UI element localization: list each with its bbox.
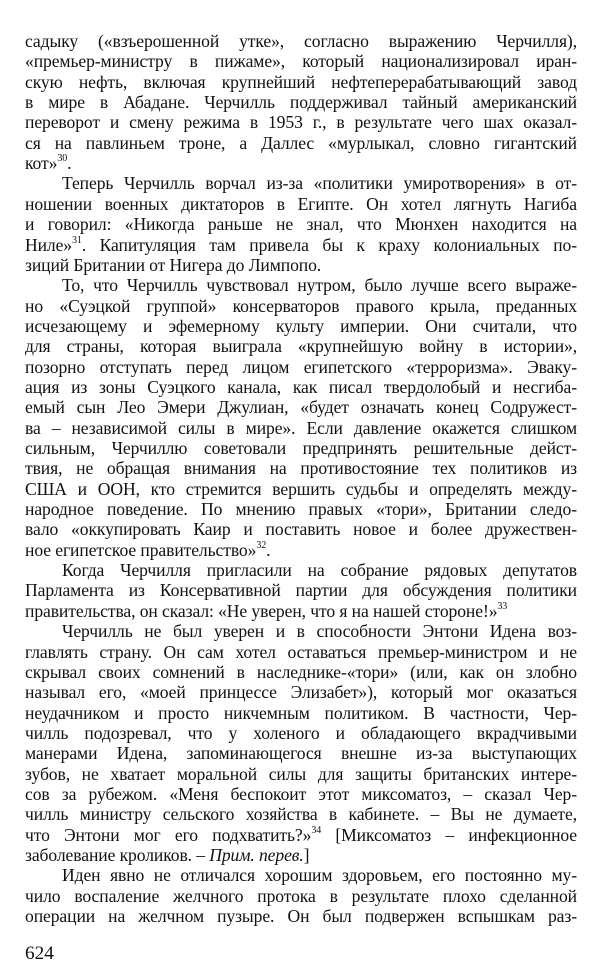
text-line: зиций Британии от Нигера до Лимпопо.: [25, 254, 322, 275]
text-line: вало «оккупировать Каир и поставить новое и более дружествен-: [25, 519, 577, 540]
text-line: операции на желчном пузыре. Он был подвержен вспышкам раз-: [25, 906, 577, 927]
text-line: позорно отступать перед лицом египетского «терроризма». Эваку-: [25, 356, 577, 377]
text-line: емый сын Лео Эмери Джулиан, «будет означать конец Содружест-: [25, 397, 577, 418]
text-line: ное египетское правительство»$^{32}$.: [25, 539, 271, 560]
text-line: «премьер-министру в пижаме», который национализировал иран-: [25, 51, 577, 72]
text-line: ация из зоны Суэцкого канала, как писал твердолобый и несгиба-: [25, 376, 577, 397]
text-line: сильным, Черчиллю советовали предпринять решительные дейст-: [25, 438, 577, 458]
page-number: 624: [25, 943, 54, 964]
footnote-ref: 33: [497, 600, 508, 612]
text-line: исчезающему и эфемерному культу империи. Они считали, что: [25, 315, 577, 336]
text-line: переворот и смену режима в 1953 г., в результате чего шах оказал-: [25, 112, 577, 133]
text-line: То, что Черчилль чувствовал нутром, было лучше всего выраже-: [62, 275, 577, 296]
text-line: скрывал своих сомнений в наследнике-«тори» (или, как он злобно: [25, 661, 577, 682]
text-line: садыку («взъерошенной утке», согласно выражению Черчилля),: [25, 31, 577, 51]
text-line: скую нефть, включая крупнейший нефтеперерабатывающий завод: [25, 71, 577, 92]
text-line: Иден явно не отличался хорошим здоровьем, его постоянно му-: [62, 865, 577, 886]
text-line: что Энтони мог его подхватить?»$^{34}$ [Миксоматоз – инфекционное: [25, 824, 578, 845]
text-line: в мире в Абадане. Черчилль поддерживал тайный американский: [25, 92, 577, 113]
text-line: ношении военных диктаторов в Египте. Он хотел лягнуть Нагиба: [25, 193, 577, 214]
text-line: чило воспаление желчного протока в результате плохо сделанной: [25, 885, 577, 906]
text-line: чилль министру сельского хозяйства в кабинете. – Вы не думаете,: [25, 804, 577, 825]
text-line: главлять страну. Он сам хотел оставаться премьер-министром и не: [25, 641, 577, 662]
footnote-ref: 31: [72, 234, 82, 246]
text-line: Теперь Черчилль ворчал из-за «политики умиротворения» в от-: [62, 173, 577, 194]
text-line: ва – независимой силы в мире». Если давление окажется слишком: [25, 417, 577, 438]
text-line: ся на павлиньем троне, а Даллес «мурлыкал, словно гигантский: [25, 132, 577, 153]
footnote-ref: 32: [256, 539, 267, 551]
text-line: США и ООН, кто стремится вершить судьбы и определять между-: [25, 478, 577, 499]
text-line: правительства, он сказал: «Не уверен, что я на нашей стороне!»$^{33}$: [25, 600, 508, 621]
text-line: Парламента из Консервативной партии для обсуждения политики: [25, 580, 577, 601]
translator-note: Прим. перев.: [209, 845, 304, 865]
text-line: для страны, которая выиграла «крупнейшую войну в истории»,: [25, 336, 577, 357]
text-line: зубов, не хватает моральной силы для защиты британских интере-: [25, 763, 577, 784]
text-line: твия, не обращая внимания на противостояние тех политиков из: [25, 458, 577, 479]
text-line: но «Суэцкой группой» консерваторов правого крыла, преданных: [25, 295, 577, 316]
text-line: Ниле»$^{31}$. Капитуляция там привела бы к краху колониальных по-: [25, 234, 577, 255]
footnote-ref: 34: [311, 824, 322, 836]
text-line: кот»$^{30}$.: [25, 153, 72, 174]
footnote-ref: 30: [57, 153, 68, 165]
text-line: манерами Идена, запоминающегося внешне из-за выступающих: [25, 743, 577, 764]
text-line: заболевание кроликов. – Прим. перев.]: [25, 845, 310, 865]
text-line: неудачником и просто никчемным политиком. В частности, Чер-: [25, 702, 577, 723]
text-line: народное поведение. По мнению правых «тори», Британии следо-: [25, 499, 577, 520]
text-line: чилль подозревал, что у холеного и обладающего вкрадчивыми: [25, 722, 577, 743]
text-line: и говорил: «Никогда раньше не знал, что Мюнхен находится на: [25, 214, 577, 235]
text-line: называл его, «моей принцессе Элизабет»), который мог оказаться: [25, 682, 577, 703]
text-line: сов за рубежом. «Меня беспокоит этот миксоматоз, – сказал Чер-: [25, 783, 577, 804]
text-line: Когда Черчилля пригласили на собрание рядовых депутатов: [62, 560, 577, 581]
text-line: Черчилль не был уверен и в способности Энтони Идена воз-: [62, 621, 577, 642]
